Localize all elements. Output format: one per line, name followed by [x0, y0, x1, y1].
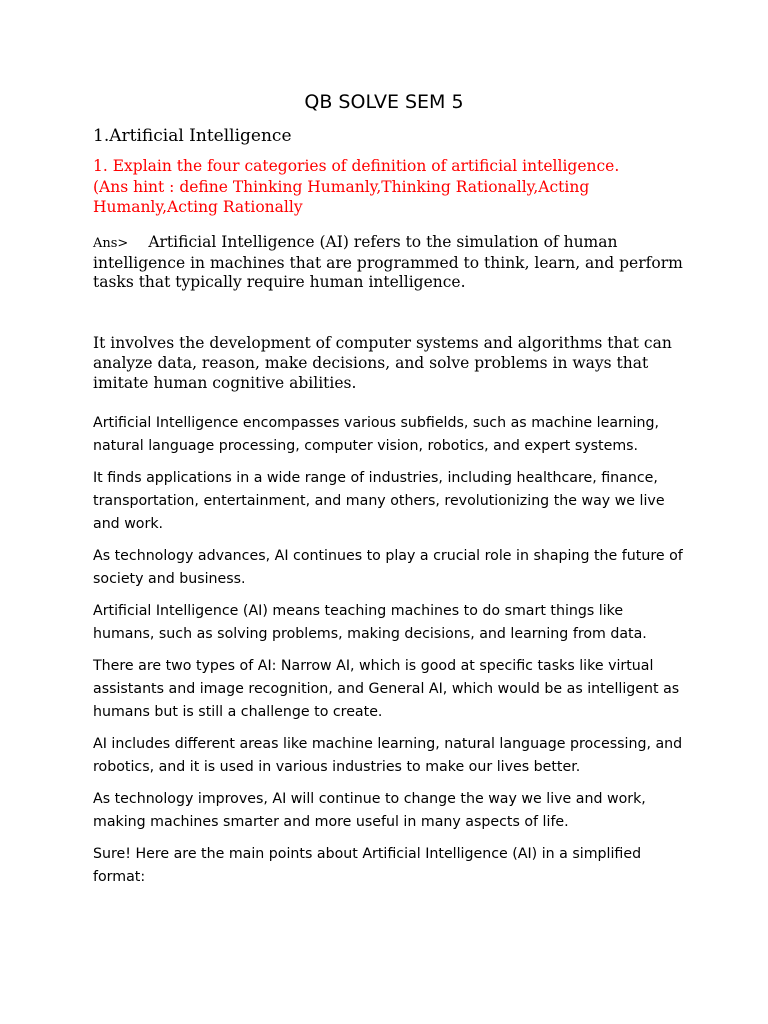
answer-block [93, 233, 683, 293]
answer-prefix: Ans> [93, 236, 129, 251]
paragraph: As technology improves, AI will continue to change the way we live and work, making machines smarter and more useful in many aspects of life. [93, 791, 646, 830]
section-heading: 1.Artificial Intelligence [93, 126, 292, 146]
paragraph: Sure! Here are the main points about Artificial Intelligence (AI) in a simplified format: [93, 846, 642, 885]
page-title: QB SOLVE SEM 5 [304, 91, 464, 113]
paragraph: AI includes different areas like machine learning, natural language processing, and robotics, and it is used in various industries to make our lives better. [93, 736, 683, 775]
question-text: 1. Explain the four categories of definition of artificial intelligence.(Ans hint : define Thinking Humanly,Thinking Rationally,Acting Humanly,Acting Rationally [93, 157, 620, 216]
paragraph: As technology advances, AI continues to play a crucial role in shaping the future of society and business. [93, 548, 683, 587]
answer-text: Artificial Intelligence (AI) refers to the simulation of human intelligence in machines that are programmed to think, learn, and perform tasks that typically require human intelligence. [93, 233, 683, 291]
paragraph: There are two types of AI: Narrow AI, which is good at specific tasks like virtual assistants and image recognition, and General AI, which would be as intelligent as humans but is still a challenge to create. [93, 658, 680, 720]
paragraph: It finds applications in a wide range of industries, including healthcare, finance, transportation, entertainment, and many others, revolutionizing the way we live and work. [93, 470, 665, 532]
answer-text-2: It involves the development of computer systems and algorithms that can analyze data, reason, make decisions, and solve problems in ways that imitate human cognitive abilities. [93, 334, 672, 392]
paragraph: Artificial Intelligence encompasses various subfields, such as machine learning, natural language processing, computer vision, robotics, and expert systems. [93, 415, 660, 454]
body-paragraphs [93, 412, 683, 898]
paragraph: Artificial Intelligence (AI) means teaching machines to do smart things like humans, such as solving problems, making decisions, and learning from data. [93, 603, 647, 642]
